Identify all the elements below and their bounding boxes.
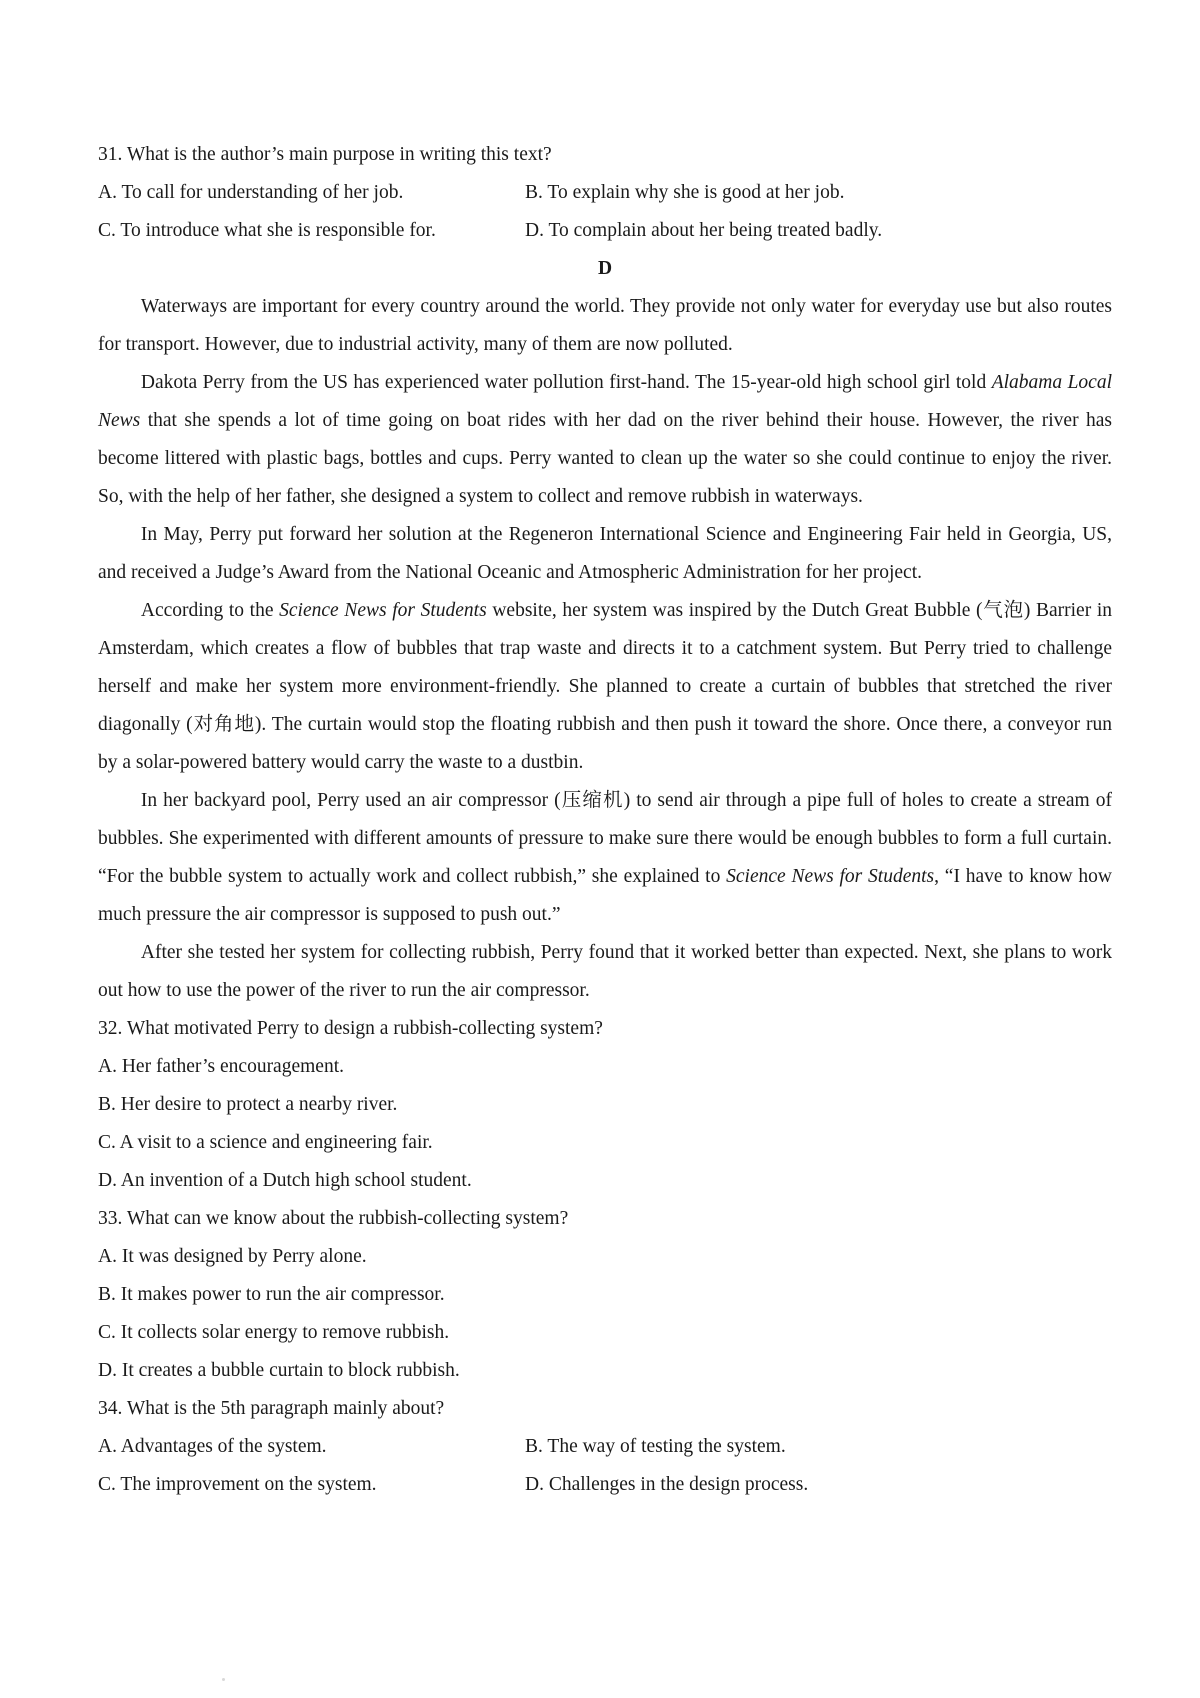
question-34-option-d: D. Challenges in the design process.: [525, 1474, 809, 1495]
section-title: D: [597, 258, 613, 279]
question-34-options-row-2: [98, 1466, 1112, 1504]
question-31-option-b: B. To explain why she is good at her job.: [525, 182, 845, 203]
passage-paragraph-2: [98, 364, 1112, 516]
passage-paragraph-3: In May, Perry put forward her solution at the Regeneron International Science and Engineering Fair held in Georgia, US, and received a Judge’s Award from the National Oceanic and Atmospheric Administration for her project.: [98, 524, 1112, 583]
passage-paragraph-4-text-b: website, her system was inspired by the Dutch Great Bubble (气泡) Barrier in Amsterdam, which creates a flow of bubbles that trap waste and directs it to a catchment system. But Perry tried to challenge herself and make her system more environment-friendly. She planned to create a curtain of bubbles that stretched the river diagonally (对角地). The curtain would stop the floating rubbish and then push it toward the shore. Once there, a conveyor run by a solar-powered battery would carry the waste to a dustbin.: [98, 600, 1112, 773]
question-34-stem: 34. What is the 5th paragraph mainly about?: [98, 1398, 445, 1419]
question-31-option-a: A. To call for understanding of her job.: [98, 182, 404, 203]
question-31-stem: 31. What is the author’s main purpose in writing this text?: [98, 144, 552, 165]
question-34-options-row-1: [98, 1428, 1112, 1466]
passage-paragraph-5: [98, 782, 1112, 934]
question-33-stem: 33. What can we know about the rubbish-collecting system?: [98, 1208, 569, 1229]
passage-paragraph-4-text-a: According to the: [140, 600, 280, 621]
question-31-option-c: C. To introduce what she is responsible for.: [98, 220, 436, 241]
question-33-option-a: A. It was designed by Perry alone.: [98, 1246, 367, 1267]
publication-name: Science News for Students: [279, 600, 487, 621]
question-32-option-b: B. Her desire to protect a nearby river.: [98, 1094, 398, 1115]
question-33-option-b: B. It makes power to run the air compressor.: [98, 1284, 445, 1305]
question-32-option-c: C. A visit to a science and engineering fair.: [98, 1132, 433, 1153]
passage-paragraph-5-text-a: In her backyard pool, Perry used an air compressor (压缩机) to send air through a pipe full of holes to create a stream of bubbles. She experimented with different amounts of pressure to make sure there would be enough bubbles to form a full curtain. “For the bubble system to actually work and collect rubbish,” she explained to: [98, 790, 1112, 887]
question-31-options-row-2: [98, 212, 1112, 250]
passage-paragraph-2-text-b: that she spends a lot of time going on boat rides with her dad on the river behind their house. However, the river has become littered with plastic bags, bottles and cups. Perry wanted to clean up the water so she could continue to enjoy the river. So, with the help of her father, she designed a system to collect and remove rubbish in waterways.: [98, 410, 1112, 507]
publication-name: Alabama Local News: [98, 372, 1112, 431]
passage-paragraph-1: Waterways are important for every country around the world. They provide not only water for everyday use but also routes for transport. However, due to industrial activity, many of them are now polluted.: [98, 296, 1112, 355]
question-31-options-row-1: [98, 174, 1112, 212]
question-34-option-a: A. Advantages of the system.: [98, 1436, 327, 1457]
scan-dot: [222, 1678, 225, 1681]
question-31-option-d: D. To complain about her being treated badly.: [525, 220, 883, 241]
passage-paragraph-4: [98, 592, 1112, 782]
publication-name: Science News for Students: [726, 866, 935, 887]
question-34-option-b: B. The way of testing the system.: [525, 1436, 786, 1457]
question-32-option-d: D. An invention of a Dutch high school student.: [98, 1170, 472, 1191]
question-33-option-c: C. It collects solar energy to remove rubbish.: [98, 1322, 450, 1343]
exam-page: [98, 136, 1112, 1504]
question-32-stem: 32. What motivated Perry to design a rubbish-collecting system?: [98, 1018, 603, 1039]
passage-paragraph-5-text-b: , “I have to know how much pressure the air compressor is supposed to push out.”: [98, 866, 1112, 925]
question-32-option-a: A. Her father’s encouragement.: [98, 1056, 344, 1077]
passage-paragraph-2-text-a: Dakota Perry from the US has experienced water pollution first-hand. The 15-year-old high school girl told: [140, 372, 992, 393]
passage-paragraph-6: After she tested her system for collecting rubbish, Perry found that it worked better than expected. Next, she plans to work out how to use the power of the river to run the air compressor.: [98, 942, 1112, 1001]
question-34-option-c: C. The improvement on the system.: [98, 1474, 377, 1495]
question-33-option-d: D. It creates a bubble curtain to block rubbish.: [98, 1360, 460, 1381]
